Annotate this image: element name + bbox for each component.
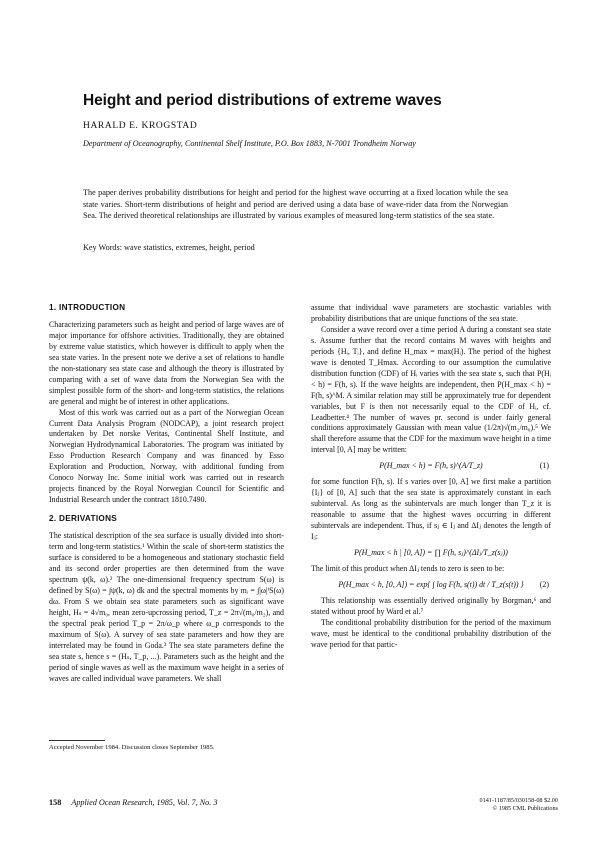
equation-product-body: P(H_max < h | [0, A]) = ∏ F(h, sⱼ)^(ΔIⱼ/T_z(sⱼ)) <box>354 548 508 558</box>
author-name: HARALD E. KROGSTAD <box>83 121 198 131</box>
article-title: Height and period distributions of extreme waves <box>83 92 442 109</box>
equation-product <box>311 548 551 559</box>
left-column <box>49 303 284 684</box>
equation-2 <box>311 580 551 591</box>
equation-1 <box>311 461 551 472</box>
right-paragraph-2: Consider a wave record over a time period A during a constant sea state s. Assume further that the record contains M waves with heights and periods {Hᵢ, Tᵢ}, and define H_max = max(Hᵢ). The period of the highest wave is denoted T_Hmax. According to our assumption the cumulative distribution function (CDF) of Hᵢ varies with the sea state s, such that P(Hᵢ < h) = F(h, s). If the wave heights are independent, then P(H_max < h) = F(h, s)^M. A similar relation may still be approximately true for dependent variables, but F is then not necessarily equal to the CDF of Hᵢ, cf. Leadbetter.⁴ The number of waves pr. second is under fairly general conditions approximately Gaussian with mean value (1/2π)√(m₂/m₀).⁵ We shall therefore assume that the CDF for the maximum wave height in a time interval [0, A] may be written: <box>311 324 551 455</box>
publisher-info <box>480 797 559 813</box>
intro-paragraph-2: Most of this work was carried out as a part of the Norwegian Ocean Current Data Analysis Program (NODCAP), a joint research project undertaken by Det norske Veritas, Continental Shelf Institute, and Norwegian Hydrodynamical Laboratories. The program was initiated by Esso Production Research Company and was financed by Esso Exploration and Production, Norway, with additional funding from Conoco Norway Inc. Some initial work was carried out in research projects financed by the Royal Norwegian Council for Scientific and Industrial Research under the contract 1810.7490. <box>49 407 284 505</box>
equation-1-body: P(H_max < h) = F(h, s)^(A/T_z) <box>379 461 483 471</box>
right-column <box>311 303 551 651</box>
journal-citation: Applied Ocean Research, 1985, Vol. 7, No. 3 <box>71 798 218 807</box>
copyright-notice: © 1985 CML Publications <box>492 805 558 812</box>
footnote-rule <box>49 740 105 741</box>
right-paragraph-5: This relationship was essentially derived originally by Borgman,⁶ and stated without proof by Ward et al.⁷ <box>311 595 551 616</box>
keywords: Key Words: wave statistics, extremes, height, period <box>83 243 255 252</box>
abstract: The paper derives probability distributions for height and period for the highest wave occurring at a fixed location while the sea state varies. Short-term distributions of height and period are derived using a data base of wave-rider data from the Norwegian Sea. The derived theoretical relationships are illustrated by various examples of measured long-term statistics of the sea state. <box>83 188 508 221</box>
author-affiliation: Department of Oceanography, Continental Shelf Institute, P.O. Box 1883, N-7001 Trondheim Norway <box>83 139 416 148</box>
section-heading-introduction: 1. INTRODUCTION <box>49 303 126 312</box>
equation-1-number: (1) <box>539 461 549 471</box>
right-paragraph-3: for some function F(h, s). If s varies over [0, A] we first make a partition {Iⱼ} of [0, A] such that the sea state is approximately constant in each subinterval. As long as the subintervals are much longer than T_z it is reasonable to assume that the highest waves occurring in different subintervals are independent. Thus, if sⱼ ∈ Iⱼ and ΔIⱼ denotes the length of Iⱼ: <box>311 477 551 542</box>
issn-code: 0141-1187/85/030158-08 $2.00 <box>479 797 558 804</box>
derivations-paragraph-1: The statistical description of the sea surface is usually divided into short-term and long-term statistics.¹ Within the scale of short-term statistics the surface is considered to be a homogeneous and stationary stochastic field and its second order properties are then determined from the wave spectrum ψ(k, ω).² The one-dimensional frequency spectrum S(ω) is defined by S(ω) = ∫ψ(k, ω) dk and the spectral moments by mᵢ = ∫|ω|ⁱS(ω) dω. From S we obtain sea state parameters such as significant wave height, Hₛ = 4√m₀, mean zero-upcrossing period, T_z = 2π√(m₀/m₂), and the spectral peak period T_p = 2π/ω_p where ω_p corresponds to the maximum of S(ω). A survey of sea state parameters and how they are interrelated may be found in Goda.³ The sea state parameters define the sea state s, hence s = (Hₛ, T_p, ...). Parameters such as the height and the period of single waves as well as the maximum wave height in a series of waves are called individual wave parameters. We shall <box>49 531 284 683</box>
right-paragraph-1: assume that individual wave parameters are stochastic variables with probability distributions that are unique functions of the sea state. <box>311 303 551 323</box>
right-paragraph-4: The limit of this product when ΔIⱼ tends to zero is seen to be: <box>311 563 505 573</box>
right-paragraph-6: The conditional probability distribution for the period of the maximum wave, must be identical to the conditional probability distribution of the wave period for that partic- <box>311 617 551 649</box>
accepted-note: Accepted November 1984. Discussion closes September 1985. <box>49 744 215 751</box>
section-heading-derivations: 2. DERIVATIONS <box>49 514 118 524</box>
page-footer <box>49 798 217 807</box>
intro-paragraph-1: Characterizing parameters such as height and period of large waves are of major importance for offshore activities. Traditionally, they are obtained by extreme value statistics, which however is difficult to apply when the sea state varies. In the present note we derive a set of relations to handle the non-stationary sea state case and although the theory is illustrated by comparing with a set of wave data from the Norwegian Sea with the simplest possible form of the short- and long-term statistics, the relations are general and might be of interest in other applications. <box>49 319 284 406</box>
equation-2-body: P(H_max < h, [0, A]) = exp{ ∫ log F(h, s(t)) dt / T_z(s(t)) } <box>338 579 524 589</box>
equation-2-number: (2) <box>539 579 549 589</box>
page-number: 158 <box>49 798 62 807</box>
